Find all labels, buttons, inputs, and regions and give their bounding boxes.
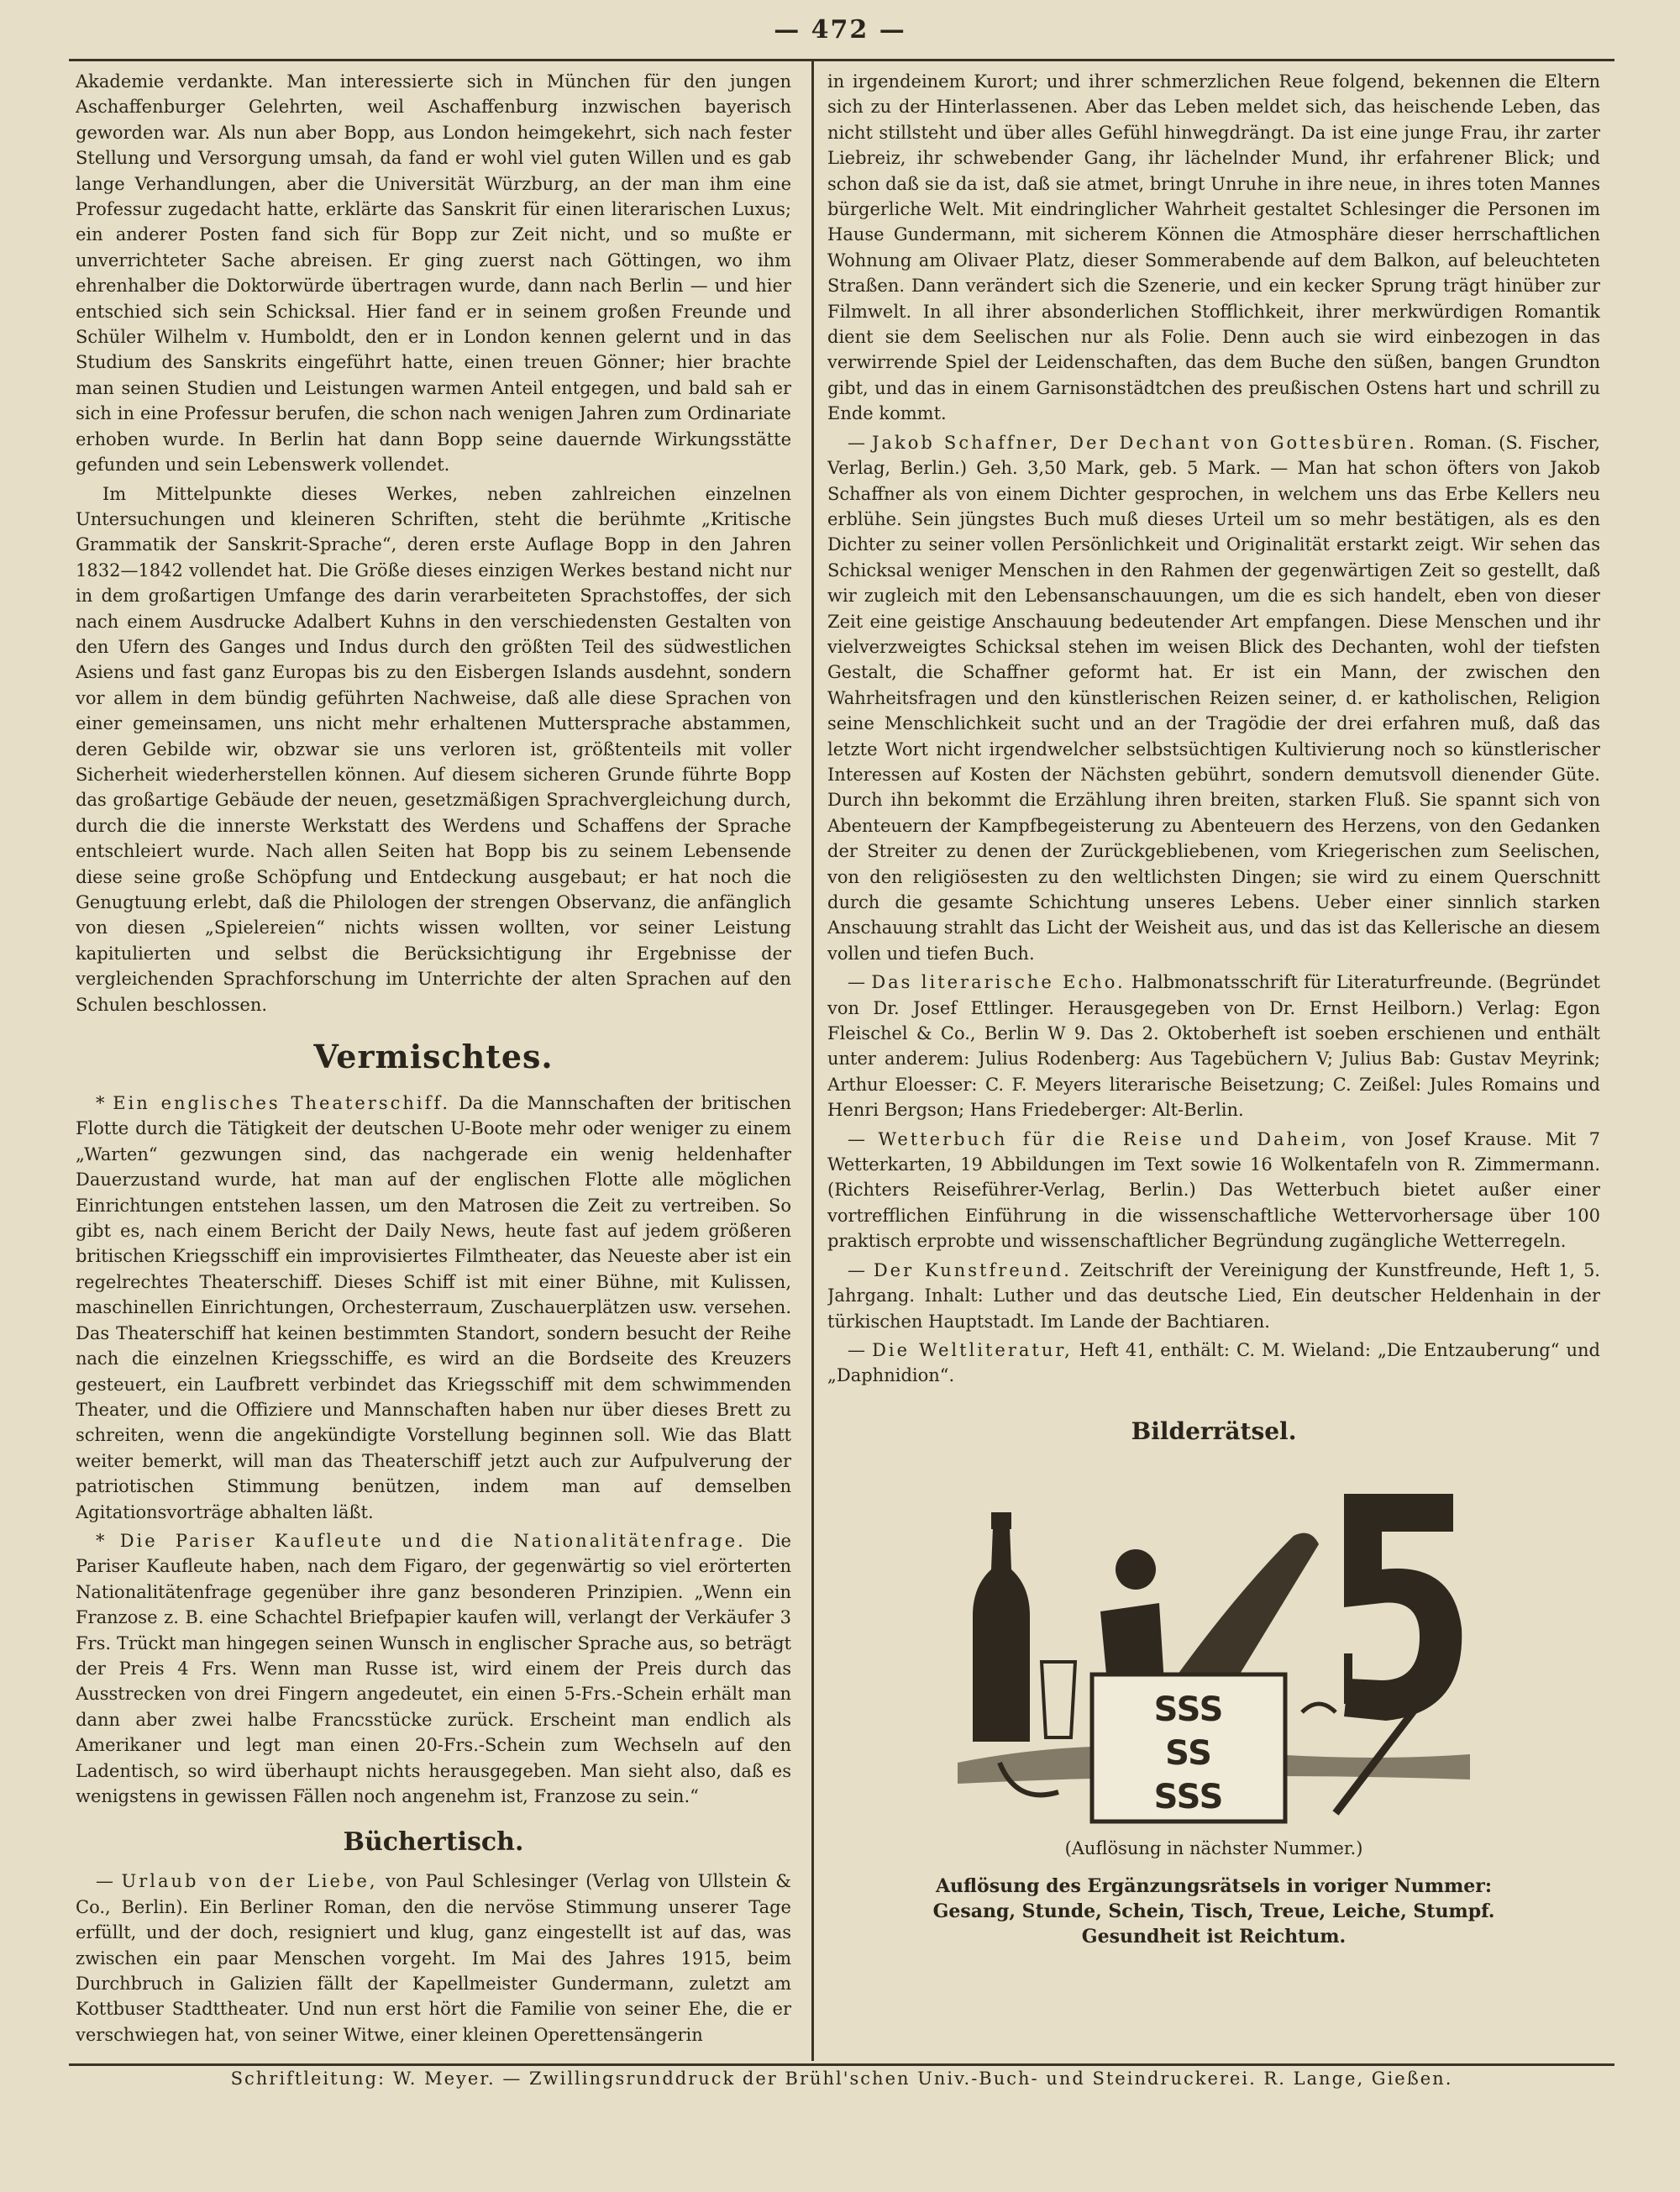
book-title: Wetterbuch für die Reise und Daheim, [878, 1128, 1349, 1149]
puzzle-solution [861, 1874, 1567, 1949]
article-paragraph: Im Mittelpunkte dieses Werkes, neben zahlreichen einzelnen Untersuchungen und kleineren Schriften, steht die berühmte „Kritische Grammatik der Sanskrit-Sprache“, deren erste Auflage Bopp in den Jahren 1832—1842 vollendet hat. Die Größe dieses einzigen Werkes bestand nicht nur in dem großartigen Umfange des darin verarbeiteten Sprachstoffes, der sich nach einem Ausdrucke Adalbert Kuhns in den verschiedensten Gestalten von den Ufern des Ganges und Indus durch den größten Teil des südwestlichen Asiens und fast ganz Europas bis zu den Eisbergen Islands ausdehnt, sondern vor allem in dem bündig geführten Nachweise, daß alle diese Sprachen von einer gemeinsamen, uns nicht mehr erhaltenen Muttersprache abstammen, deren Gebilde wir, obzwar sie uns verloren ist, größtenteils mit voller Sicherheit wiederherstellen können. Auf diesem sicheren Grunde führte Bopp das großartige Gebäude der neuen, gesetzmäßigen Sprachvergleichung durch, durch die die innerste Werkstatt des Werdens und Schaffens der Sprache entschleiert wurde. Nach allen Seiten hat Bopp bis zu seinem Lebensende diese seine große Schöpfung und Entdeckung ausgebaut; er hat noch die Genugtuung erlebt, daß die Philologen der strengen Observanz, die anfänglich von diesen „Spielereien“ nichts wissen wollten, vor seiner Leistung kapitulierten und selbst die Berücksichtigung ihr Ergebnisse der vergleichenden Sprachforschung im Unterrichte der alten Sprachen auf den Schulen beschlossen. [76, 483, 791, 1015]
article-paragraph: Akademie verdankte. Man interessierte sich in München für den jungen Aschaffenburger Gelehrten, weil Aschaffenburg inzwischen bayerisch geworden war. Als nun aber Bopp, aus London heimgekehrt, sich nach fester Stellung und Versorgung umsah, da fand er wohl viel guten Willen und es gab lange Verhandlungen, aber die Universität Würzburg, an der man ihm eine Professur zugedacht hatte, erklärte das Sanskrit für einen literarischen Luxus; ein anderer Posten fand sich für Bopp zur Zeit nicht, und so mußte er unverrichteter Sache abreisen. Er ging zuerst nach Göttingen, wo ihm ehrenhalber die Doktorwürde übertragen wurde, dann nach Berlin — und hier entschied sich sein Schicksal. Hier fand er in seinem großen Freunde und Schüler Wilhelm v. Humboldt, den er in London kennen gelernt und in das Studium des Sanskrits eingeführt hatte, einen treuen Gönner; hier brachte man seinen Studien und Leistungen warmen Anteil entgegen, und bald sah er sich in eine Professur berufen, die schon nach wenigen Jahren zum Ordinariate erhoben wurde. In Berlin hat dann Bopp seine dauernde Wirkungsstätte gefunden und sein Lebenswerk vollendet. [76, 71, 791, 476]
picture-puzzle-illustration [949, 1460, 1478, 1830]
book-review-text: Roman. (S. Fischer, Verlag, Berlin.) Geh. 3,50 Mark, geb. 5 Mark. — Man hat schon öfters von Jakob Schaffner als von einem Dichter gesprochen, in welchem uns das Erbe Kellers neu erblühe. Sein jüngstes Buch muß dieses Urteil um so mehr bestätigen, als es den Dichter zu seiner vollen Persönlichkeit und Originalität erstarkt zeigt. Wir sehen das Schicksal weniger Menschen in den Rahmen der gegenwärtigen Zeit so gestellt, daß wir zugleich mit den Lebensanschauungen, um die es sich handelt, eben von dieser Zeit eine geistige Anschauung bedeutender Art empfangen. Diese Menschen und ihr vielverzweigtes Schicksal stehen im weisen Blick des Dechanten, wohl der tiefsten Gestalt, die Schaffner geformt hat. Er ist ein Mann, der zwischen den Wahrheitsfragen und den künstlerischen Reizen seiner, d. er katholischen, Religion seine Menschlichkeit sucht und an der Tragödie der drei erfahren muß, daß das letzte Wort nicht irgendwelcher selbstsüchtigen Kultivierung noch so künstlerischer Interessen auf Kosten der Nächsten gebührt, sondern demutsvoll dienender Güte. Durch ihn bekommt die Erzählung ihren breiten, starken Fluß. Sie spannt sich von Abenteuern der Kampfbegeisterung zu Abenteuern des Herzens, von den Gedanken der Streiter zu denen der Zurückgebliebenen, vom Kriegerischen zum Seelischen, von den religiösesten zu den weltlichsten Dingen; sie wird zu einem Querschnitt durch die gesamte Schichtung unseres Lebens. Ueber einer sinnlich starken Anschauung strahlt das Licht der Weisheit aus, und das ist das Kellerische an diesem vollen und tiefen Buch. [827, 432, 1600, 964]
news-item: * Ein englisches Theaterschiff. Da die Mannschaften der britischen Flotte durch die Tätigkeit der deutschen U-Boote mehr oder weniger zu einem „Warten“ gezwungen sind, das nachgerade ein wenig heldenhafter Dauerzustand wurde, hat man auf der englischen Flotte alle möglichen Einrichtungen entstehen lassen, um den Matrosen die Zeit zu vertreiben. So gibt es, nach einem Bericht der Daily News, heute fast auf jedem größeren britischen Kriegsschiff ein improvisiertes Filmtheater, das Neueste aber ist ein regelrechtes Theaterschiff. Dieses Schiff ist mit einer Bühne, mit Kulissen, maschinellen Einrichtungen, Orchesterraum, Zuschauerplätzen usw. versehen. Das Theaterschiff hat keinen bestimmten Standort, sondern besucht der Reihe nach die einzelnen Kriegsschiffe, es wird an die Bordseite des Kreuzers gesteuert, ein Laufbrett verbindet das Kriegsschiff mit dem schwimmenden Theater, und die Offiziere und Mannschaften haben nur über dieses Brett zu schreiten, wenn die angekündigte Vorstellung beginnen soll. Wie das Blatt weiter bemerkt, will man das Theaterschiff jetzt auch zur Aufpulverung der patriotischen Stimmung benützen, indem man auf demselben Agitationsvorträge abhalten läßt. [76, 1093, 791, 1522]
solution-line: Gesundheit ist Reichtum. [1081, 1925, 1347, 1948]
book-review-text: von Paul Schlesinger (Verlag von Ullstein & Co., Berlin). Ein Berliner Roman, den die nervöse Stimmung unserer Tage erfüllt, und der doch, resigniert und klug, ganz eingestellt ist auf das, was zwischen ein paar Menschen vorgeht. Im Mai des Jahres 1915, beim Durchbruch in Galizien fällt der Kapellmeister Gundermann, zuletzt am Kottbuser Stadttheater. Und nun erst hört die Familie von seiner Ehe, die er verschwiegen hat, von seiner Witwe, einer kleinen Operettensängerin [76, 1871, 791, 2045]
book-review: — Das literarische Echo. Halbmonatsschrift für Literaturfreunde. (Begründet von Dr. Josef Ettlinger. Herausgegeben von Dr. Ernst Heilborn.) Verlag: Egon Fleischel & Co., Berlin W 9. Das 2. Oktoberheft ist soeben erschienen und enthält unter anderem: Julius Rodenberg: Aus Tagebüchern V; Julius Bab: Gustav Meyrink; Arthur Eloesser: C. F. Meyers literarische Beisetzung; C. Zeißel: Jules Romains und Henri Bergson; Hans Friedeberger: Alt-Berlin. [827, 972, 1600, 1121]
book-review: — Urlaub von der Liebe, von Paul Schlesinger (Verlag von Ullstein & Co., Berlin). Ein Berliner Roman, den die nervöse Stimmung unserer Tage erfüllt, und der doch, resigniert und klug, ganz eingestellt ist auf das, was zwischen ein paar Menschen vorgeht. Im Mai des Jahres 1915, beim Durchbruch in Galizien fällt der Kapellmeister Gundermann, zuletzt am Kottbuser Stadttheater. Und nun erst hört die Familie von seiner Ehe, die er verschwiegen hat, von seiner Witwe, einer kleinen Operettensängerin [76, 1871, 791, 2045]
puzzle-letters-row-3: SSS [1153, 1777, 1224, 1816]
book-title: Jakob Schaffner, Der Dechant von Gottesbüren. [872, 432, 1417, 453]
book-title: Die Weltliteratur, [872, 1339, 1073, 1360]
book-review: — Der Kunstfreund. Zeitschrift der Vereinigung der Kunstfreunde, Heft 1, 5. Jahrgang. Inhalt: Luther und das deutsche Lied, Ein deutscher Heldenhain in der türkischen Hauptstadt. Im Lande der Bachtiaren. [827, 1259, 1600, 1332]
book-review-text: Halbmonatsschrift für Literaturfreunde. (Begründet von Dr. Josef Ettlinger. Herausgegeben von Dr. Ernst Heilborn.) Verlag: Egon Fleischel & Co., Berlin W 9. Das 2. Oktoberheft ist soeben erschienen und enthält unter anderem: Julius Rodenberg: Aus Tagebüchern V; Julius Bab: Gustav Meyrink; Arthur Eloesser: C. F. Meyers literarische Beisetzung; C. Zeißel: Jules Romains und Henri Bergson; Hans Friedeberger: Alt-Berlin. [827, 972, 1600, 1121]
puzzle-letters-row-1: SSS [1153, 1690, 1224, 1729]
section-heading-buechertisch: Büchertisch. [343, 1827, 524, 1858]
page-number: — 472 — [774, 15, 906, 45]
book-title: Der Kunstfreund. [873, 1259, 1072, 1280]
section-heading-vermischtes: Vermischtes. [313, 1038, 554, 1076]
left-column [76, 69, 791, 2052]
book-review-text: von Josef Krause. Mit 7 Wetterkarten, 19 Abbildungen im Text sowie 16 Wolkentafeln von R. Zimmermann. (Richters Reiseführer-Verlag, Berlin.) Das Wetterbuch bietet außer einer vortrefflichen Einführung in die wissenschaftliche Wettervorhersage über 100 praktisch erprobte und wissenschaftlicher Begründung zugängliche Wetterregeln. [827, 1128, 1600, 1252]
news-item-text: Da die Mannschaften der britischen Flotte durch die Tätigkeit der deutschen U-Boote mehr oder weniger zu einem „Warten“ gezwungen sind, das nachgerade ein wenig heldenhafter Dauerzustand wurde, hat man auf der englischen Flotte alle möglichen Einrichtungen entstehen lassen, um den Matrosen die Zeit zu vertreiben. So gibt es, nach einem Bericht der Daily News, heute fast auf jedem größeren britischen Kriegsschiff ein improvisiertes Filmtheater, das Neueste aber ist ein regelrechtes Theaterschiff. Dieses Schiff ist mit einer Bühne, mit Kulissen, maschinellen Einrichtungen, Orchesterraum, Zuschauerplätzen usw. versehen. Das Theaterschiff hat keinen bestimmten Standort, sondern besucht der Reihe nach die einzelnen Kriegsschiffe, es wird an die Bordseite des Kreuzers gesteuert, ein Laufbrett verbindet das Kriegsschiff mit dem schwimmenden Theater, und die Offiziere und Mannschaften haben nur über dieses Brett zu schreiten, wenn die angekündigte Vorstellung beginnen soll. Wie das Blatt weiter bemerkt, will man das Theaterschiff jetzt auch zur Aufpulverung der patriotischen Stimmung benützen, indem man auf demselben Agitationsvorträge abhalten läßt. [76, 1093, 791, 1522]
puzzle-letters-row-2: SS [1165, 1733, 1212, 1773]
book-review: — Die Weltliteratur, Heft 41, enthält: C. M. Wieland: „Die Entzauberung“ und „Daphnidion“. [827, 1339, 1600, 1386]
right-column [827, 69, 1600, 2052]
book-review-text: Zeitschrift der Vereinigung der Kunstfreunde, Heft 1, 5. Jahrgang. Inhalt: Luther und das deutsche Lied, Ein deutscher Heldenhain in der türkischen Hauptstadt. Im Lande der Bachtiaren. [827, 1259, 1600, 1332]
book-review: — Wetterbuch für die Reise und Daheim, von Josef Krause. Mit 7 Wetterkarten, 19 Abbildungen im Text sowie 16 Wolkentafeln von R. Zimmermann. (Richters Reiseführer-Verlag, Berlin.) Das Wetterbuch bietet außer einer vortrefflichen Einführung in die wissenschaftliche Wettervorhersage über 100 praktisch erprobte und wissenschaftlicher Begründung zugängliche Wetterregeln. [827, 1128, 1600, 1252]
book-review: — Jakob Schaffner, Der Dechant von Gottesbüren. Roman. (S. Fischer, Verlag, Berlin.) Geh. 3,50 Mark, geb. 5 Mark. — Man hat schon öfters von Jakob Schaffner als von einem Dichter gesprochen, in welchem uns das Erbe Kellers neu erblühe. Sein jüngstes Buch muß dieses Urteil um so mehr bestätigen, als es den Dichter zu seiner vollen Persönlichkeit und Originalität erstarkt zeigt. Wir sehen das Schicksal weniger Menschen in den Rahmen der gegenwärtigen Zeit so gestellt, daß wir zugleich mit den Lebensanschauungen, um die es sich handelt, eben von dieser Zeit eine geistige Anschauung bedeutender Art empfangen. Diese Menschen und ihr vielverzweigtes Schicksal stehen im weisen Blick des Dechanten, wohl der tiefsten Gestalt, die Schaffner geformt hat. Er ist ein Mann, der zwischen den Wahrheitsfragen und den künstlerischen Reizen seiner, d. er katholischen, Religion seine Menschlichkeit sucht und an der Tragödie der drei erfahren muß, daß das letzte Wort nicht irgendwelcher selbstsüchtigen Kultivierung noch so künstlerischer Interessen auf Kosten der Nächsten gebührt, sondern demutsvoll dienender Güte. Durch ihn bekommt die Erzählung ihren breiten, starken Fluß. Sie spannt sich von Abenteuern der Kampfbegeisterung zu Abenteuern des Herzens, von den Gedanken der Streiter zu denen der Zurückgebliebenen, vom Kriegerischen zum Seelischen, von den religiösesten zu den weltlichsten Dingen; sie wird zu einem Querschnitt durch die gesamte Schichtung unseres Lebens. Ueber einer sinnlich starken Anschauung strahlt das Licht der Weisheit aus, und das ist das Kellerische an diesem vollen und tiefen Buch. [827, 432, 1600, 964]
news-item-title: Ein englisches Theaterschiff. [113, 1093, 451, 1114]
book-review-continued: in irgendeinem Kurort; und ihrer schmerzlichen Reue folgend, bekennen die Eltern sich zu der Hinterlassenen. Aber das Leben meldet sich, das heischende Leben, das nicht stillsteht und über alles Gefühl hinwegdrängt. Da ist eine junge Frau, ihr zarter Liebreiz, ihr schwebender Gang, ihr lächelnder Mund, ihr erfahrener Blick; und schon daß sie da ist, daß sie atmet, bringt Unruhe in ihre neue, in ihres toten Mannes bürgerliche Welt. Mit eindringlicher Wahrheit gestaltet Schlesinger die Personen im Hause Gundermann, mit sicherem Können die Atmosphäre dieser herrschaftlichen Wohnung am Olivaer Platz, dieser Sommerabende auf dem Balkon, auf beleuchteten Straßen. Dann verändert sich die Szenerie, und ein kecker Sprung trägt hinüber zur Filmwelt. In all ihrer absonderlichen Stofflichkeit, ihrer merkwürdigen Romantik dient sie dem Seelischen nur als Folie. Denn auch sie wird einbezogen in das verwirrende Spiel der Leidenschaften, das dem Buche den süßen, bangen Grundton gibt, und das in einem Garnisonstädtchen des preußischen Ostens hart und schrill zu Ende kommt. [827, 71, 1600, 424]
book-title: Das literarische Echo. [871, 972, 1126, 993]
news-item-title: Die Pariser Kaufleute und die Nationalitätenfrage. [119, 1530, 746, 1551]
book-title: Urlaub von der Liebe, [121, 1871, 378, 1892]
picture-puzzle-caption: (Auflösung in nächster Nummer.) [1064, 1837, 1363, 1858]
book-review-text: Heft 41, enthält: C. M. Wieland: „Die Entzauberung“ und „Daphnidion“. [827, 1339, 1600, 1386]
solution-line: Gesang, Stunde, Schein, Tisch, Treue, Leiche, Stumpf. [932, 1900, 1495, 1922]
imprint-footer: Schriftleitung: W. Meyer. — Zwillingsrunddruck der Brühl'schen Univ.-Buch- und Steindruckerei. R. Lange, Gießen. [230, 2068, 1453, 2089]
solution-line: Auflösung des Ergänzungsrätsels in voriger Nummer: [935, 1874, 1493, 1897]
news-item-text: Die Pariser Kaufleute haben, nach dem Figaro, der gegenwärtig so viel erörterten Nationalitätenfrage gegenüber ihre ganz besonderen Prinzipien. „Wenn ein Franzose z. B. eine Schachtel Briefpapier kaufen will, verlangt der Verkäufer 3 Frs. Trückt man hingegen seinen Wunsch in englischer Sprache aus, so beträgt der Preis 4 Frs. Wenn man Russe ist, wird einem der Preis durch das Ausstrecken von drei Fingern angedeutet, ein einen 5-Frs.-Schein erhält man dann aber zwei halbe Francsstücke zurück. Erscheint man endlich als Amerikaner und legt man einen 20-Frs.-Schein zum Wechseln auf den Ladentisch, so wird überhaupt nichts herausgegeben. Man sieht also, daß es wenigstens in gewissen Fällen noch angenehm ist, Franzose zu sein.“ [76, 1530, 791, 1806]
column-divider [811, 59, 814, 2061]
picture-puzzle-title: Bilderrätsel. [1131, 1417, 1297, 1445]
news-item: * Die Pariser Kaufleute und die Nationalitätenfrage. Die Pariser Kaufleute haben, nach dem Figaro, der gegenwärtig so viel erörterten Nationalitätenfrage gegenüber ihre ganz besonderen Prinzipien. „Wenn ein Franzose z. B. eine Schachtel Briefpapier kaufen will, verlangt der Verkäufer 3 Frs. Trückt man hingegen seinen Wunsch in englischer Sprache aus, so beträgt der Preis 4 Frs. Wenn man Russe ist, wird einem der Preis durch das Ausstrecken von drei Fingern angedeutet, ein einen 5-Frs.-Schein erhält man dann aber zwei halbe Francsstücke zurück. Erscheint man endlich als Amerikaner und legt man einen 20-Frs.-Schein zum Wechseln auf den Ladentisch, so wird überhaupt nichts herausgegeben. Man sieht also, daß es wenigstens in gewissen Fällen noch angenehm ist, Franzose zu sein.“ [76, 1530, 791, 1806]
